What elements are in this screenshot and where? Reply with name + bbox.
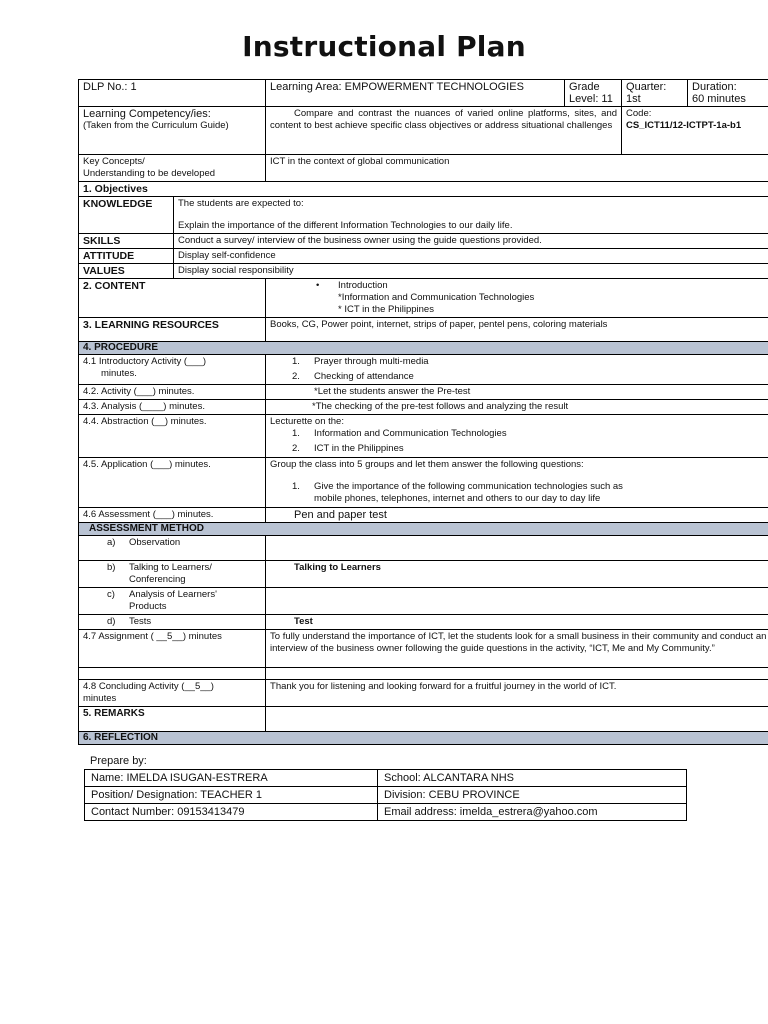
resources-row [79,318,768,342]
skills-row [79,234,768,249]
competency-label: Learning Competency/ies: [83,108,211,120]
introductory-num-1: 1. [292,356,300,367]
analysis-label: 4.3. Analysis (____) minutes. [79,400,266,415]
remarks-heading: 5. REMARKS [79,707,266,732]
talking-text-1: Talking to Learners/ [129,562,212,573]
tests-text: Tests [129,616,152,627]
skills-text: Conduct a survey/ interview of the business owner using the guide questions provided. [174,234,768,249]
abstraction-item-2 [270,443,768,455]
talking-label [79,561,266,588]
competency-label-cell [79,107,266,155]
duration-value: 60 minutes [692,93,746,105]
competency-note: (Taken from the Curriculum Guide) [83,120,229,131]
assessment-method-heading-row [79,523,768,536]
content-heading: 2. CONTENT [79,279,266,318]
key-concepts-label-1: Key Concepts/ [83,156,145,167]
preparer-position: Position/ Designation: TEACHER 1 [85,787,378,804]
introductory-text-1: Prayer through multi-media [314,356,429,367]
key-concepts-row [79,155,768,182]
preparer-division: Division: CEBU PROVINCE [378,787,687,804]
prepared-row-1 [85,770,687,787]
bullet-icon: • [316,280,320,291]
abstraction-cell [266,415,768,458]
activity-label: 4.2. Activity (___) minutes. [79,385,266,400]
observation-label [79,536,266,561]
analysis-row [79,400,768,415]
assessment-label: 4.6 Assessment (___) minutes. [79,508,266,523]
analysis-products-text-1: Analysis of Learners' [129,589,217,600]
resources-heading: 3. LEARNING RESOURCES [79,318,266,342]
spacer-left [79,668,266,680]
introductory-text-2: Checking of attendance [314,371,414,382]
reflection-heading: 6. REFLECTION [79,732,768,745]
preparer-email: Email address: imelda_estrera@yahoo.com [378,804,687,821]
letter-c: c) [107,589,115,600]
tests-label [79,615,266,630]
learning-area: Learning Area: EMPOWERMENT TECHNOLOGIES [266,80,565,107]
introductory-label [79,355,266,385]
application-cell [266,458,768,508]
knowledge-label: KNOWLEDGE [79,197,174,234]
values-text: Display social responsibility [174,264,768,279]
knowledge-intro: The students are expected to: [178,198,304,209]
assignment-label: 4.7 Assignment ( __5__) minutes [79,630,266,668]
assessment-row [79,508,768,523]
competency-code-cell [622,107,768,155]
competency-code: CS_ICT11/12-ICTPT-1a-b1 [626,120,742,131]
content-list [266,279,768,318]
grade-value: Level: 11 [569,93,613,105]
remarks-value [266,707,768,732]
analysis-products-text-2: Products [129,601,167,612]
concluding-row [79,680,768,707]
application-row [79,458,768,508]
assignment-row [79,630,768,668]
introductory-item-1 [292,356,768,368]
introductory-label-2: minutes. [101,368,137,379]
skills-label: SKILLS [79,234,174,249]
preparer-name: Name: IMELDA ISUGAN-ESTRERA [85,770,378,787]
content-item-2: *Information and Communication Technologies [338,292,535,303]
header-row [79,80,768,107]
key-concepts-label [79,155,266,182]
introductory-label-1: 4.1 Introductory Activity (___) [83,356,207,367]
application-intro: Group the class into 5 groups and let them answer the following questions: [270,459,584,470]
quarter [622,80,688,107]
observation-row [79,536,768,561]
content-row [79,279,768,318]
talking-text-2: Conferencing [129,574,186,585]
duration [688,80,768,107]
abstraction-text-2: ICT in the Philippines [314,443,404,454]
letter-d: d) [107,616,116,627]
analysis-products-row [79,588,768,615]
content-item-3: * ICT in the Philippines [338,304,434,315]
abstraction-item-1 [270,428,768,440]
competency-row [79,107,768,155]
attitude-label: ATTITUDE [79,249,174,264]
analysis-text: *The checking of the pre-test follows and analyzing the result [266,400,768,415]
abstraction-num-1: 1. [292,428,300,439]
introductory-item-2 [292,371,768,383]
prepared-by-label: Prepare by: [90,755,147,767]
activity-text: *Let the students answer the Pre-test [266,385,768,400]
abstraction-text-1: Information and Communication Technologies [314,428,507,439]
procedure-heading: 4. PROCEDURE [79,342,768,355]
knowledge-row [79,197,768,234]
objectives-heading-row [79,182,768,197]
attitude-row [79,249,768,264]
preparer-school: School: ALCANTARA NHS [378,770,687,787]
content-item-1 [316,280,768,292]
assignment-text: To fully understand the importance of ICT, let the students look for a small business in their community and conduct an interview of the business owner following the guide questions in the activity, “ICT, Me and My Community.” [266,630,768,668]
talking-value: Talking to Learners [266,561,768,588]
application-num-1: 1. [292,481,300,492]
concluding-text: Thank you for listening and looking forward for a fruitful journey in the world of ICT. [266,680,768,707]
concluding-label-1: 4.8 Concluding Activity (__5__) [83,681,214,692]
objectives-heading: 1. Objectives [79,182,768,197]
letter-a: a) [107,537,116,548]
remarks-row [79,707,768,732]
content-item-1-text: Introduction [338,280,388,291]
tests-value: Test [266,615,768,630]
introductory-num-2: 2. [292,371,300,382]
abstraction-label: 4.4. Abstraction (__) minutes. [79,415,266,458]
knowledge-text: Explain the importance of the different Information Technologies to our daily life. [178,220,513,231]
values-label: VALUES [79,264,174,279]
quarter-label: Quarter: [626,81,667,93]
letter-b: b) [107,562,116,573]
abstraction-num-2: 2. [292,443,300,454]
preparer-contact: Contact Number: 09153413479 [85,804,378,821]
spacer-right [266,668,768,680]
application-label: 4.5. Application (___) minutes. [79,458,266,508]
key-concepts-text: ICT in the context of global communication [266,155,768,182]
competency-text: Compare and contrast the nuances of varied online platforms, sites, and content to best achieve specific class objectives or address situational challenges [266,107,622,155]
abstraction-intro: Lecturette on the: [270,416,344,427]
page-title: Instructional Plan [242,30,526,63]
duration-label: Duration: [692,81,737,93]
prepared-by-table [84,769,687,821]
talking-row [79,561,768,588]
prepared-row-2 [85,787,687,804]
key-concepts-label-2: Understanding to be developed [83,168,216,179]
reflection-row [79,732,768,745]
values-row [79,264,768,279]
activity-row [79,385,768,400]
assessment-text: Pen and paper test [266,508,768,523]
application-item-1 [270,481,768,493]
introductory-row [79,355,768,385]
application-item-1b: mobile phones, telephones, internet and others to our day to day life [314,493,601,504]
observation-text: Observation [129,537,181,548]
concluding-label [79,680,266,707]
analysis-products-value [266,588,768,615]
resources-text: Books, CG, Power point, internet, strips of paper, pentel pens, coloring materials [266,318,768,342]
assessment-method-heading: ASSESSMENT METHOD [79,523,768,536]
tests-row [79,615,768,630]
code-label: Code: [626,108,652,119]
instructional-plan-table [78,79,768,745]
prepared-row-3 [85,804,687,821]
introductory-list [266,355,768,385]
grade-level [565,80,622,107]
concluding-label-2: minutes [83,693,117,704]
attitude-text: Display self-confidence [174,249,768,264]
application-text-1a: Give the importance of the following communication technologies such as [314,481,623,492]
grade-label: Grade [569,81,600,93]
procedure-heading-row [79,342,768,355]
abstraction-row [79,415,768,458]
spacer-row [79,668,768,680]
quarter-value: 1st [626,93,641,105]
knowledge-cell [174,197,768,234]
dlp-number: DLP No.: 1 [79,80,266,107]
observation-value [266,536,768,561]
analysis-products-label [79,588,266,615]
